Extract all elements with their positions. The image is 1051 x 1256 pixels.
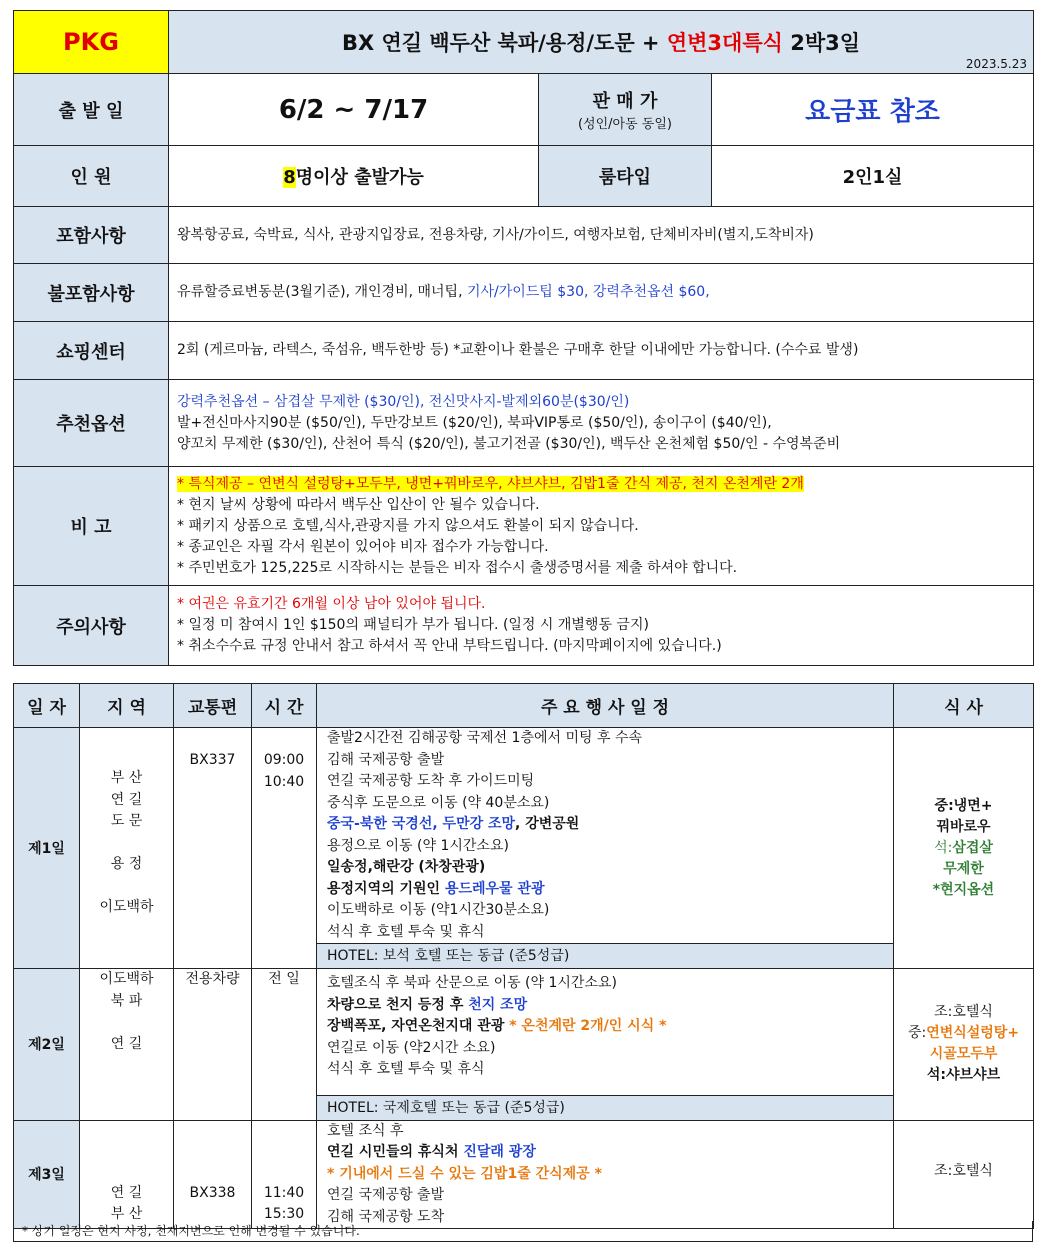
shop-value: 2회 (게르마늄, 라텍스, 죽섬유, 백두한방 등) *교환이나 환불은 구매후 한달 이내에만 가능합니다. (수수료 발생)	[169, 322, 1034, 380]
meal-prefix: 석:	[934, 839, 953, 856]
time: 전 일	[268, 971, 300, 987]
schedule-line: * 기내에서 드실 수 있는 김밥1줄 간식제공 *	[327, 1165, 602, 1182]
day1-row	[14, 728, 1034, 969]
region: 도 문	[110, 813, 143, 829]
region: 용 정	[110, 856, 143, 872]
departure-value: 6/2 ~ 7/17	[169, 74, 539, 146]
summary-table	[13, 10, 1034, 666]
people-text: 명이상 출발가능	[295, 167, 424, 188]
schedule-line	[327, 1142, 893, 1164]
remark-line	[177, 474, 1033, 495]
day1-times	[252, 728, 317, 969]
col-schedule: 주 요 행 사 일 정	[317, 684, 894, 728]
col-time: 시 간	[252, 684, 317, 728]
price-label	[539, 74, 712, 146]
remark-line: * 패키지 상품으로 호텔,식사,관광지를 가지 않으셔도 환불이 되지 않습니다.	[177, 517, 639, 534]
remark-line: * 종교인은 자필 각서 원본이 있어야 비자 접수가 가능합니다.	[177, 538, 549, 555]
room-value: 2인1실	[712, 146, 1034, 207]
schedule-line: 석식 후 호텔 투숙 및 휴식	[327, 1061, 485, 1077]
day2-transport	[174, 969, 252, 1121]
schedule-line	[327, 814, 893, 836]
exclude-label: 불포함사항	[14, 264, 169, 322]
day2-schedule	[317, 969, 894, 1121]
day2-meal	[894, 969, 1034, 1121]
schedule-line: 연길 국제공항 출발	[327, 1187, 445, 1203]
region: 부 산	[110, 770, 143, 786]
schedule-line: 중식후 도문으로 이동 (약 40분소요)	[327, 794, 550, 811]
schedule-blue: 천지 조망	[468, 996, 528, 1013]
meal-dinner: 석:샤브샤브	[926, 1067, 1001, 1084]
time: 10:40	[263, 773, 305, 790]
meal-lunch: 시골모두부	[929, 1046, 998, 1063]
people-num: 8	[283, 167, 296, 188]
schedule-text: 용정지역의 기원인	[327, 880, 445, 897]
people-value	[169, 146, 539, 207]
meal-lunch: 꿔바로우	[936, 818, 991, 835]
schedule-line: 일송정,해란강 (차창관광)	[327, 859, 486, 875]
title-highlight: 연변3대특식	[666, 31, 783, 55]
region: 부 산	[110, 1206, 143, 1222]
itinerary-table	[13, 683, 1034, 1229]
doc-date: 2023.5.23	[965, 57, 1027, 71]
schedule-line: 김해 국제공항 도착	[327, 1208, 445, 1225]
schedule-line	[327, 1016, 893, 1038]
price-label-text: 판 매 가	[592, 91, 658, 112]
day1-regions	[80, 728, 174, 969]
price-sub: (성인/아동 동일)	[577, 117, 672, 132]
option-line: 발+전신마사지90분 ($50/인), 두만강보트 ($20/인), 북파VIP통로 ($50/인), 송이구이 ($40/인),	[177, 414, 772, 431]
day3-meal	[894, 1120, 1034, 1229]
region	[80, 833, 173, 855]
region: 연 길	[110, 791, 143, 808]
day3-label: 제3일	[14, 1120, 80, 1229]
day2-label: 제2일	[14, 969, 80, 1121]
schedule-text: 차량으로 천지 등정 후	[327, 996, 469, 1013]
footnote: * 상기 일정은 현지 사정, 천재지변으로 인해 변경될 수 있습니다.	[13, 1221, 1033, 1242]
day1-schedule	[317, 728, 894, 969]
shop-label: 쇼핑센터	[14, 322, 169, 380]
schedule-line: 호텔 조식 후	[327, 1122, 404, 1139]
time: 15:30	[263, 1206, 305, 1222]
col-meal: 식 사	[894, 684, 1034, 728]
people-label: 인 원	[14, 146, 169, 207]
day1-transport	[174, 728, 252, 969]
day2-hotel: HOTEL: 국제호텔 또는 동급 (준5성급)	[317, 1095, 893, 1120]
caution-line: * 여권은 유효기간 6개월 이상 남아 있어야 됩니다.	[177, 596, 486, 612]
col-date: 일 자	[14, 684, 80, 728]
schedule-text: , 강변공원	[515, 816, 580, 832]
include-label: 포함사항	[14, 207, 169, 264]
price-value: 요금표 참조	[712, 74, 1034, 146]
pkg-badge: PKG	[14, 11, 169, 74]
schedule-line: 호텔조식 후 북파 산문으로 이동 (약 1시간소요)	[327, 975, 617, 991]
transport: BX338	[189, 1184, 236, 1201]
option-line: 강력추천옵션 – 삼겹살 무제한 ($30/인), 전신맛사지-발제외60분($30/인)	[177, 393, 630, 410]
day3-regions	[80, 1120, 174, 1229]
region: 북 파	[110, 992, 143, 1009]
day2-regions	[80, 969, 174, 1121]
day3-row	[14, 1120, 1034, 1229]
day3-schedule	[317, 1120, 894, 1229]
meal-dinner	[894, 838, 1033, 859]
schedule-line	[327, 879, 893, 901]
meal-lunch	[894, 1023, 1033, 1044]
remark-line: * 주민번호가 125,225로 시작하시는 분들은 비자 접수시 출생증명서를 제출 하셔야 합니다.	[177, 559, 738, 576]
region	[80, 876, 173, 898]
title-main: BX 연길 백두산 북파/용정/도문 +	[342, 31, 667, 55]
time: 11:40	[263, 1184, 305, 1201]
meal-breakfast: 조:호텔식	[934, 1004, 993, 1021]
remark-line: * 현지 날씨 상황에 따라서 백두산 입산이 안 될수 있습니다.	[177, 496, 540, 513]
day2-time	[252, 969, 317, 1121]
schedule-line: 석식 후 호텔 투숙 및 휴식	[327, 923, 485, 940]
col-region: 지 역	[80, 684, 174, 728]
remark-highlight: * 특식제공 – 연변식 설렁탕+모두부, 냉면+꿔바로우, 샤브샤브, 김밥1줄 간식 제공, 천지 온천계란 2개	[177, 475, 804, 492]
option-line: 양꼬치 무제한 ($30/인), 산천어 특식 ($20/인), 불고기전골 ($30/인), 백두산 온천체험 $50/인 - 수영복준비	[177, 435, 841, 452]
caution-line: * 취소수수료 규정 안내서 참고 하셔서 꼭 안내 부탁드립니다. (마지막페이지에 있습니다.)	[177, 638, 722, 654]
schedule-line	[327, 995, 893, 1017]
schedule-text: 장백폭포, 자연온천지대 관광	[327, 1018, 510, 1034]
remark-value	[169, 467, 1034, 586]
schedule-line: 김해 국제공항 출발	[327, 751, 445, 768]
schedule-text: 연길 시민들의 휴식처	[327, 1144, 464, 1160]
meal-option: *현지옵션	[932, 881, 995, 898]
meal-prefix: 중:	[907, 1025, 927, 1042]
region: 이도백하	[99, 971, 154, 987]
region: 연 길	[110, 1035, 143, 1052]
day1-hotel: HOTEL: 보석 호텔 또는 동급 (준5성급)	[317, 943, 893, 968]
day3-transport	[174, 1120, 252, 1229]
exclude-blue: 기사/가이드팁 $30, 강력추천옵션 $60,	[466, 284, 710, 300]
schedule-line: 출발2시간전 김해공항 국제선 1층에서 미팅 후 수속	[327, 730, 642, 746]
day3-times	[252, 1120, 317, 1229]
schedule-blue: 용드레우물 관광	[444, 880, 545, 897]
region	[80, 1012, 173, 1034]
schedule-orange: * 온천계란 2개/인 시식 *	[509, 1018, 667, 1034]
region: 연 길	[110, 1184, 143, 1201]
departure-label: 출 발 일	[14, 74, 169, 146]
transport: 전용차량	[185, 971, 240, 987]
meal-lunch-text: 연변식설렁탕+	[926, 1025, 1020, 1042]
option-value	[169, 380, 1034, 467]
title-end: 2박3일	[782, 31, 860, 55]
schedule-line: 연길로 이동 (약2시간 소요)	[327, 1039, 496, 1056]
exclude-value	[169, 264, 1034, 322]
room-label: 룸타입	[539, 146, 712, 207]
meal-breakfast: 조:호텔식	[934, 1162, 993, 1179]
remark-label: 비 고	[14, 467, 169, 586]
time: 09:00	[263, 752, 305, 768]
caution-label: 주의사항	[14, 586, 169, 666]
day1-label: 제1일	[14, 728, 80, 969]
schedule-blue: 진달래 광장	[463, 1144, 536, 1160]
schedule-line: 용정으로 이동 (약 1시간소요)	[327, 837, 509, 854]
schedule-line: 이도백하로 이동 (약1시간30분소요)	[327, 902, 550, 918]
itinerary-header	[14, 684, 1034, 728]
schedule-blue: 중국-북한 국경선, 두만강 조망	[327, 816, 516, 832]
meal-dinner: 무제한	[943, 860, 984, 877]
meal-dinner-text: 삼겹살	[952, 839, 993, 856]
transport: BX337	[189, 752, 236, 768]
day2-row	[14, 969, 1034, 1121]
exclude-text: 유류할증료변동분(3월기준), 개인경비, 매너팁,	[177, 284, 467, 300]
option-label: 추천옵션	[14, 380, 169, 467]
schedule-line: 연길 국제공항 도착 후 가이드미팅	[327, 773, 535, 789]
col-transport: 교통편	[174, 684, 252, 728]
meal-lunch: 중:냉면+	[934, 797, 993, 814]
page-title	[169, 11, 1034, 74]
region: 이도백하	[99, 899, 154, 915]
include-value: 왕복항공료, 숙박료, 식사, 관광지입장료, 전용차량, 기사/가이드, 여행자보험, 단체비자비(별지,도착비자)	[169, 207, 1034, 264]
day1-meal	[894, 728, 1034, 969]
caution-line: * 일정 미 참여시 1인 $150의 패널티가 부가 됩니다. (일정 시 개별행동 금지)	[177, 617, 649, 633]
caution-value	[169, 586, 1034, 666]
